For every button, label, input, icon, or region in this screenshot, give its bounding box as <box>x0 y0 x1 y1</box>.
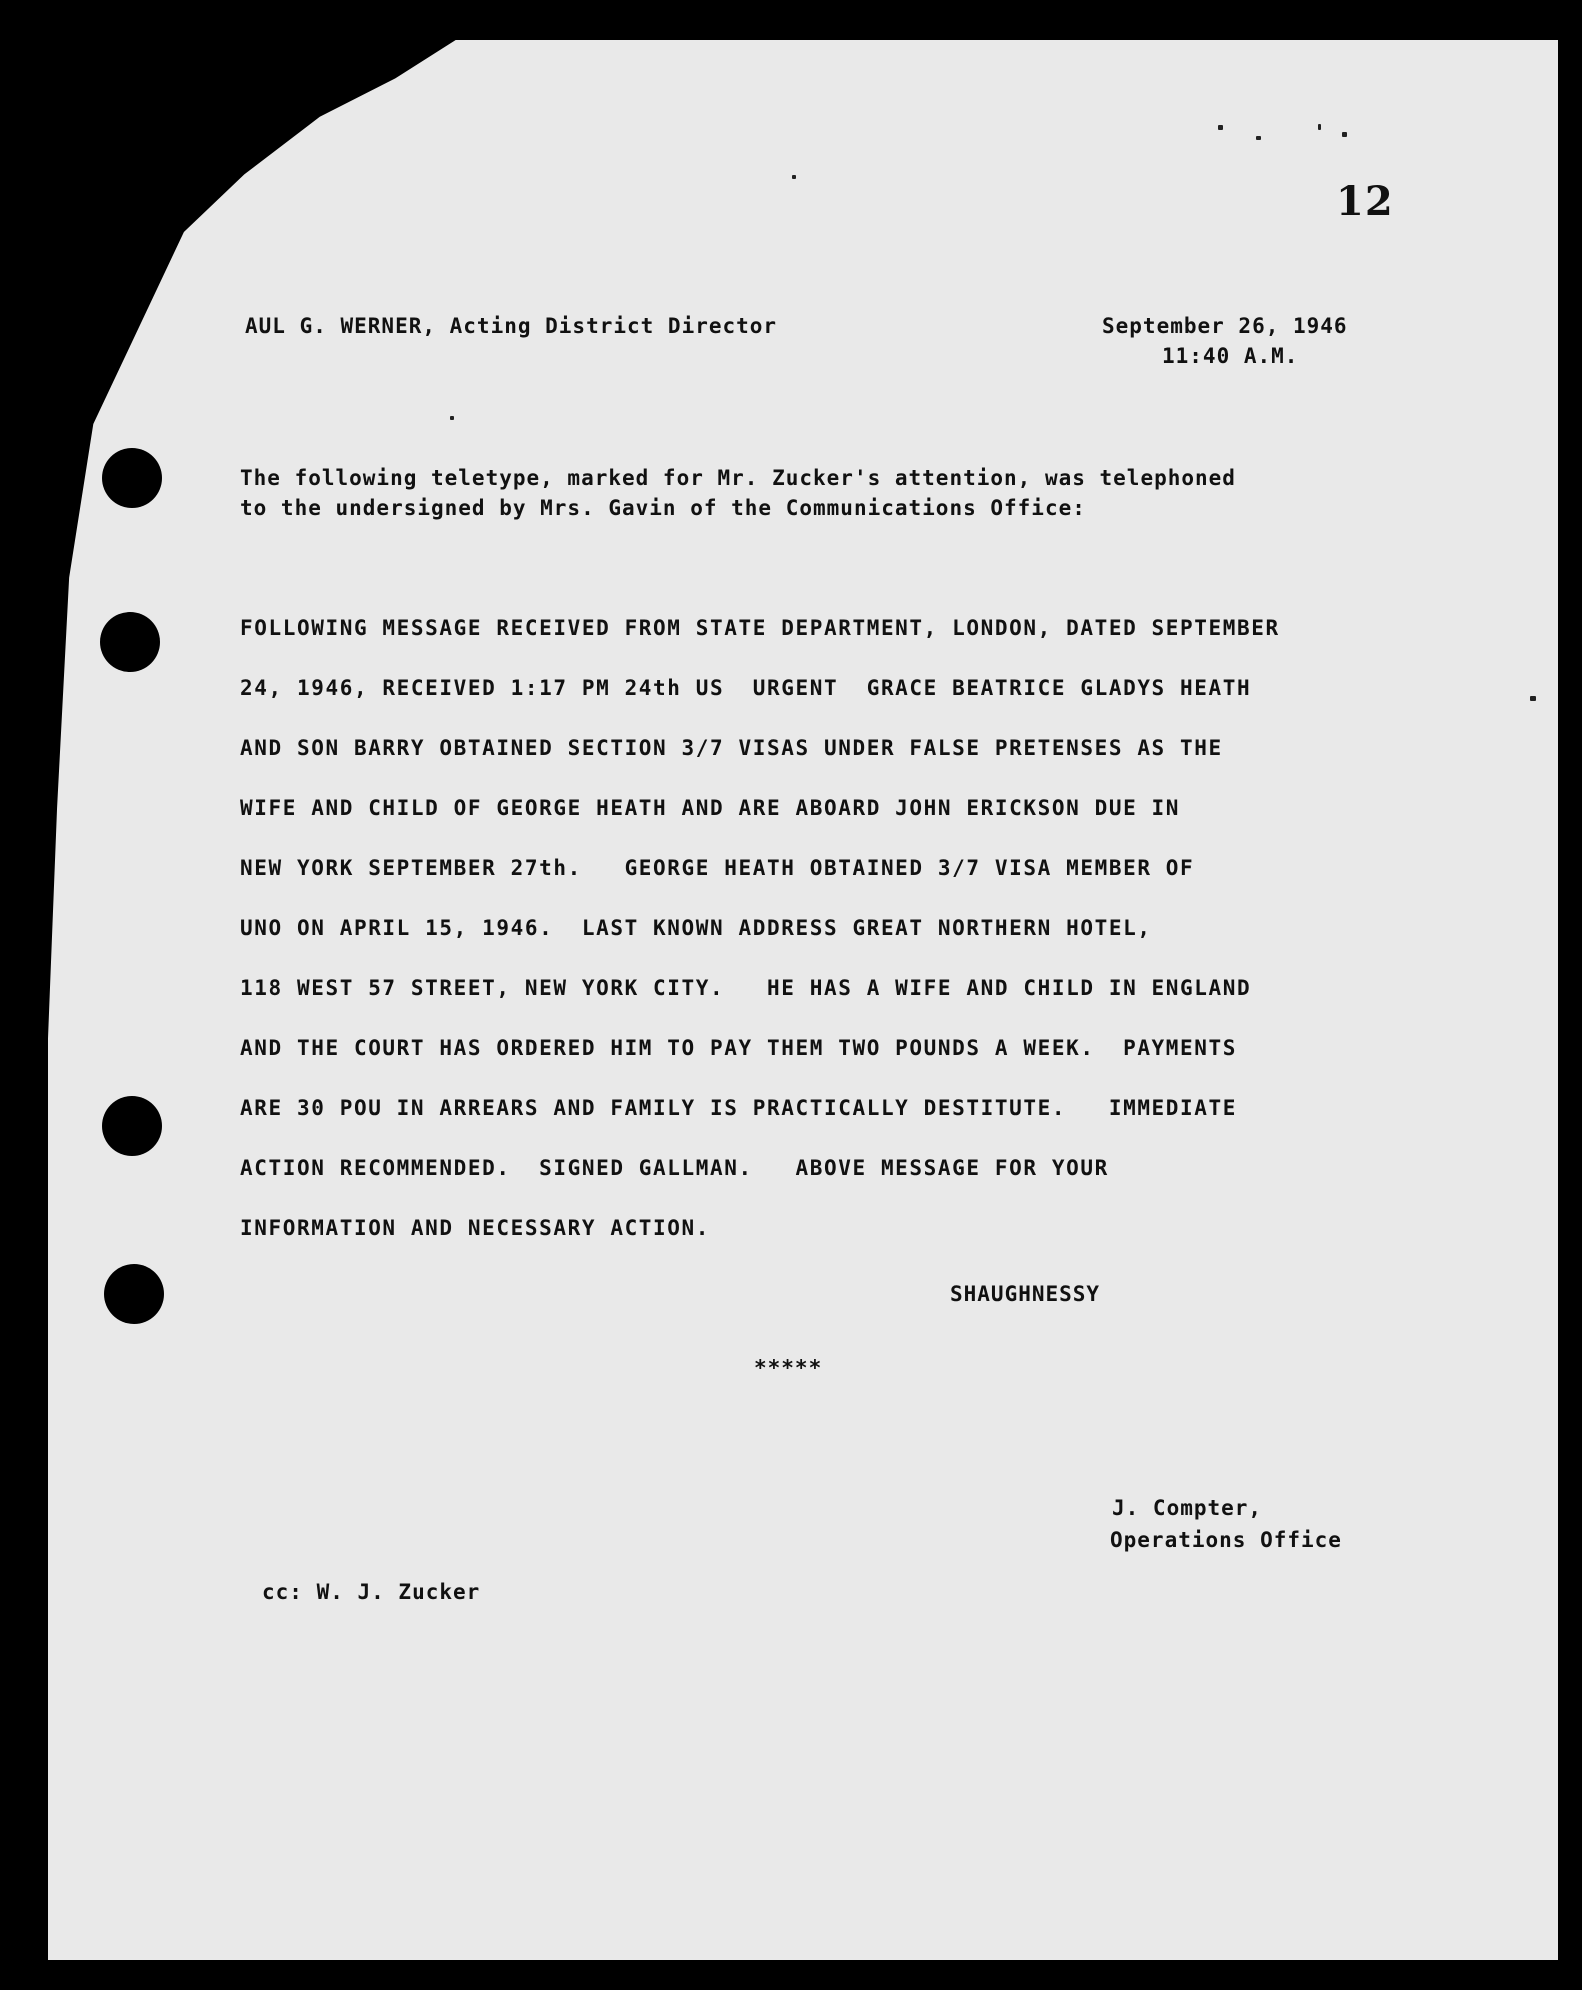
memo-date: September 26, 1946 <box>1102 314 1348 338</box>
scan-speck <box>1256 136 1261 140</box>
sender-name: J. Compter, <box>1112 1496 1263 1520</box>
punch-hole-1 <box>102 448 162 508</box>
message-line: 118 WEST 57 STREET, NEW YORK CITY. HE HAS A WIFE AND CHILD IN ENGLAND <box>240 976 1252 1000</box>
message-line: 24, 1946, RECEIVED 1:17 PM 24th US URGENT GRACE BEATRICE GLADYS HEATH <box>240 676 1252 700</box>
scan-speck <box>450 416 454 420</box>
scan-speck <box>792 175 796 179</box>
message-line: AND SON BARRY OBTAINED SECTION 3/7 VISAS UNDER FALSE PRETENSES AS THE <box>240 736 1223 760</box>
scan-speck <box>1318 124 1321 130</box>
punch-hole-2 <box>100 612 160 672</box>
intro-line: to the undersigned by Mrs. Gavin of the Communications Office: <box>240 496 1086 520</box>
memo-time: 11:40 A.M. <box>1162 344 1299 368</box>
message-line: NEW YORK SEPTEMBER 27th. GEORGE HEATH OBTAINED 3/7 VISA MEMBER OF <box>240 856 1195 880</box>
message-line: AND THE COURT HAS ORDERED HIM TO PAY THEM TWO POUNDS A WEEK. PAYMENTS <box>240 1036 1238 1060</box>
message-line: WIFE AND CHILD OF GEORGE HEATH AND ARE ABOARD JOHN ERICKSON DUE IN <box>240 796 1181 820</box>
memo-recipient: AUL G. WERNER, Acting District Director <box>245 314 778 338</box>
message-line: ARE 30 POU IN ARREARS AND FAMILY IS PRACTICALLY DESTITUTE. IMMEDIATE <box>240 1096 1238 1120</box>
scan-speck <box>1530 696 1536 701</box>
sender-office: Operations Office <box>1110 1528 1342 1552</box>
punch-hole-3 <box>102 1096 162 1156</box>
message-signature: SHAUGHNESSY <box>950 1282 1101 1306</box>
scan-speck <box>1218 125 1223 130</box>
cc-line: cc: W. J. Zucker <box>262 1580 481 1604</box>
intro-line: The following teletype, marked for Mr. Zucker's attention, was telephoned <box>240 466 1236 490</box>
section-separator: ***** <box>754 1356 823 1380</box>
message-line: INFORMATION AND NECESSARY ACTION. <box>240 1216 711 1240</box>
punch-hole-4 <box>104 1264 164 1324</box>
message-line: UNO ON APRIL 15, 1946. LAST KNOWN ADDRESS GREAT NORTHERN HOTEL, <box>240 916 1152 940</box>
message-line: ACTION RECOMMENDED. SIGNED GALLMAN. ABOVE MESSAGE FOR YOUR <box>240 1156 1109 1180</box>
page-number: 12 <box>1336 178 1394 225</box>
scan-speck <box>1342 132 1347 137</box>
message-line: FOLLOWING MESSAGE RECEIVED FROM STATE DEPARTMENT, LONDON, DATED SEPTEMBER <box>240 616 1280 640</box>
